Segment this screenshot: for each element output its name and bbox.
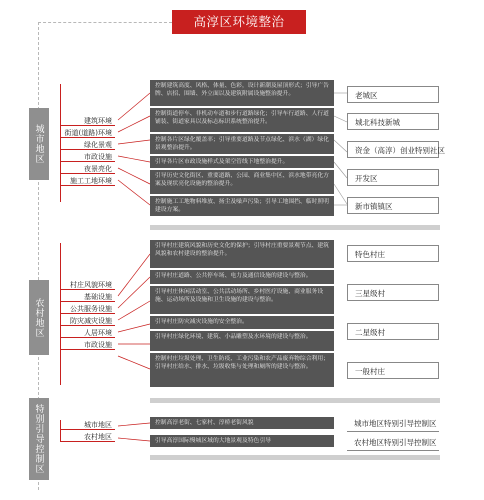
zone-venture: 资金（高淳）创业特别社区 bbox=[347, 141, 439, 158]
city-desc-6: 控制施工工地物料堆放、扬尘及噪声污染；引导工地围挡、临时照明建设方案。 bbox=[150, 196, 334, 216]
special-trunk bbox=[60, 420, 61, 442]
category-rural: 农村地区 bbox=[29, 280, 49, 355]
city-item-2: 街道(道路)环境 bbox=[64, 129, 112, 137]
rural-trunk bbox=[60, 243, 61, 385]
special-item-1: 城市地区 bbox=[84, 421, 112, 429]
rural-desc-5: 引导村庄绿化环境、建筑、小品雕塑及水环境的建设与整治。 bbox=[150, 331, 334, 351]
rural-item-2: 基础设施 bbox=[84, 293, 112, 301]
rural-item-underline-2 bbox=[60, 301, 115, 302]
city-item-underline-2 bbox=[60, 137, 115, 138]
rural-item-underline-5 bbox=[60, 337, 115, 338]
rural-desc-6: 控制村庄垃圾处理、卫生防疫、工业污染和农产品废弃物综合利用；引导村庄给水、排水、垃圾收集与处理和厕所的建设与整治。 bbox=[150, 353, 334, 387]
rural-desc-3: 引导村庄休闲活动室、公共活动场所、乡村医疗设施、商业服务设施、运动场所及设施和卫生设施的建设与整治。 bbox=[150, 286, 334, 314]
rural-item-5: 人居环境 bbox=[84, 329, 112, 337]
rural-item-4: 防灾减灾设施 bbox=[70, 317, 112, 325]
special-item-2: 农村地区 bbox=[84, 433, 112, 441]
zone-new-town: 新市镇镇区 bbox=[347, 197, 439, 214]
city-item-underline-4 bbox=[60, 161, 115, 162]
special-item-underline-2 bbox=[60, 441, 115, 442]
frame-top-line bbox=[38, 22, 172, 23]
category-city: 城市地区 bbox=[29, 108, 49, 180]
zone-dev: 开发区 bbox=[347, 169, 439, 186]
city-desc-5: 引导历史文化街区、重要道路、公园、商业集中区、滨水地带亮化方案及现状亮化设施的整治提升。 bbox=[150, 170, 334, 194]
special-desc-2: 引导高淳国际慢城区域的大地景观及特色引导 bbox=[150, 435, 334, 447]
rural-desc-4: 引导村庄防灾减灾设施的安全整治。 bbox=[150, 316, 334, 329]
city-item-4: 市政设施 bbox=[84, 153, 112, 161]
category-special: 特别引导控制区 bbox=[29, 398, 49, 480]
city-desc-2: 控制街道停车、非机动车道和步行道路绿化；引导车行道路、人行道铺装、街道家具以及标志标识系统整治提升。 bbox=[150, 108, 334, 132]
city-item-underline-6 bbox=[60, 185, 115, 186]
rural-item-underline-1 bbox=[60, 289, 115, 290]
special-item-underline-1 bbox=[60, 429, 115, 430]
city-desc-4: 引导各片区市政设施样式及架空管线下地整治提升。 bbox=[150, 156, 334, 168]
rural-item-underline-4 bbox=[60, 325, 115, 326]
rural-item-1: 村庄风貌环境 bbox=[70, 281, 112, 289]
zone-city-special: 城市地区特别引导控制区 bbox=[347, 415, 439, 432]
city-item-underline-1 bbox=[60, 125, 115, 126]
zone-featured-village: 特色村庄 bbox=[347, 245, 439, 262]
rural-item-underline-3 bbox=[60, 313, 115, 314]
city-item-underline-5 bbox=[60, 173, 115, 174]
city-desc-1: 控制建筑高度、风格、体量、色彩，设计新潮及屋顶形式；引导广告牌、店招、围墙、外立面以及建筑附属设施整治提升。 bbox=[150, 80, 334, 106]
city-bracket-top bbox=[60, 84, 61, 119]
city-item-3: 绿化景观 bbox=[84, 141, 112, 149]
zone-chengbei: 城北科技新城 bbox=[347, 113, 439, 130]
city-item-underline-3 bbox=[60, 149, 115, 150]
rural-item-underline-6 bbox=[60, 349, 115, 350]
separator-2 bbox=[150, 398, 440, 403]
rural-desc-2: 引导村庄道路、公共停车场、电力及通信设施的建设与整治。 bbox=[150, 270, 334, 284]
rural-item-6: 市政设施 bbox=[84, 341, 112, 349]
city-item-6: 施工工地环境 bbox=[70, 177, 112, 185]
zone-general-village: 一般村庄 bbox=[347, 362, 439, 379]
zone-old-town: 老城区 bbox=[347, 86, 439, 103]
page-title: 高淳区环境整治 bbox=[172, 10, 306, 34]
separator-3 bbox=[150, 455, 440, 460]
zone-two-star: 二星级村 bbox=[347, 323, 439, 340]
city-desc-3: 控制各片区绿化覆盖率；引导重要道路及节点绿化、滨水（湖）绿化景观整治提升。 bbox=[150, 134, 334, 154]
special-desc-1: 控制高淳老街、七家村、淳桥老街风貌 bbox=[150, 417, 334, 429]
city-item-1: 建筑环境 bbox=[84, 117, 112, 125]
rural-desc-1: 引导村庄建筑风貌和历史文化的保护；引导村庄重要景观节点、建筑风貌和农村建设的整治提升。 bbox=[150, 240, 334, 268]
zone-three-star: 三星级村 bbox=[347, 284, 439, 301]
separator-1 bbox=[150, 225, 440, 230]
rural-item-3: 公共服务设施 bbox=[70, 305, 112, 313]
zone-rural-special: 农村地区特别引导控制区 bbox=[347, 434, 439, 451]
city-item-5: 夜景亮化 bbox=[84, 165, 112, 173]
